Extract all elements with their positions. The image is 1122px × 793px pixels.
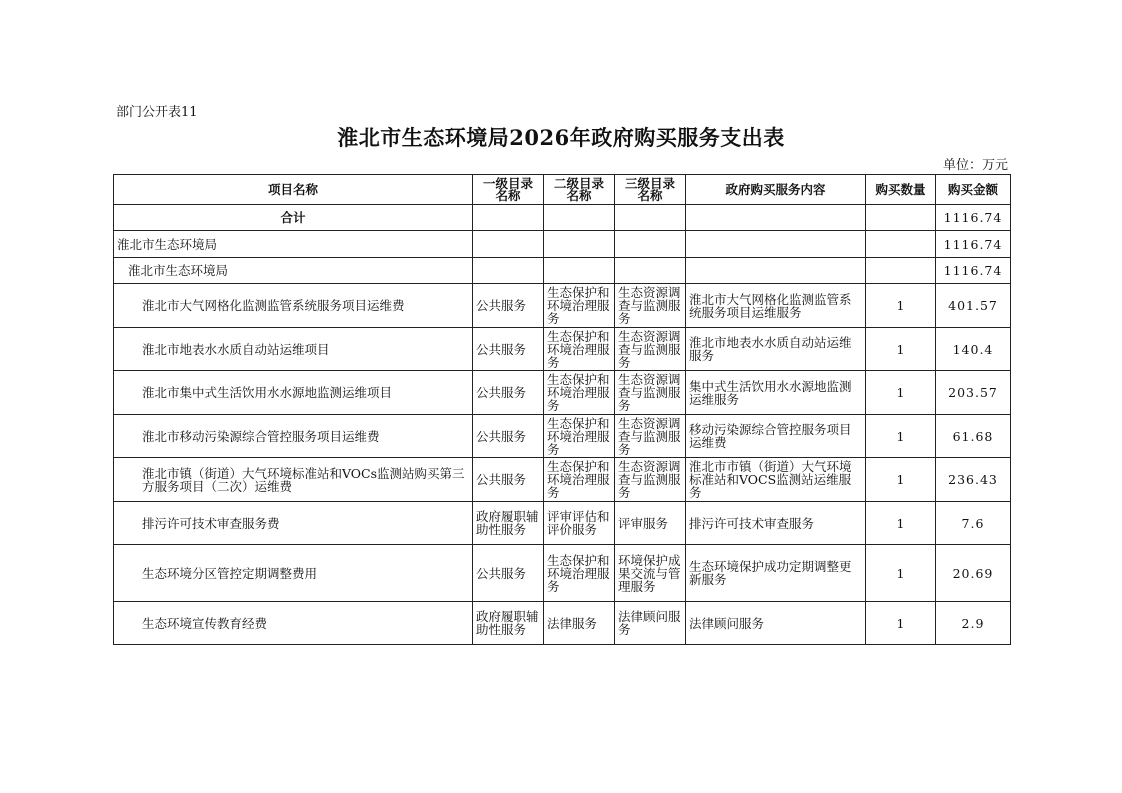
- quantity-cell: 1: [866, 502, 936, 545]
- level2-cell: 生态保护和环境治理服务: [544, 545, 615, 602]
- level1-cell: 公共服务: [473, 328, 544, 371]
- level2-cell: 评审评估和评价服务: [544, 502, 615, 545]
- content-cell: 法律顾问服务: [686, 602, 866, 645]
- table-row: [114, 545, 1011, 602]
- amount-cell: 2.9: [936, 602, 1011, 645]
- table-row: [114, 415, 1011, 458]
- dept-amount: 1116.74: [936, 231, 1011, 258]
- unit-row: [114, 258, 1011, 284]
- header-amount: 购买金额: [936, 175, 1011, 205]
- amount-cell: 140.4: [936, 328, 1011, 371]
- project-name: 生态环境宣传教育经费: [114, 602, 473, 645]
- level2-cell: 生态保护和环境治理服务: [544, 284, 615, 328]
- project-name: 淮北市地表水水质自动站运维项目: [114, 328, 473, 371]
- amount-cell: 236.43: [936, 458, 1011, 502]
- level3-cell: 生态资源调查与监测服务: [615, 415, 686, 458]
- content-cell: 淮北市市镇（街道）大气环境标准站和VOCS监测站运维服务: [686, 458, 866, 502]
- unit-name: 淮北市生态环境局: [114, 258, 473, 284]
- level1-cell: 公共服务: [473, 371, 544, 415]
- level1-cell: 政府履职辅助性服务: [473, 602, 544, 645]
- amount-cell: 401.57: [936, 284, 1011, 328]
- content-cell: 排污许可技术审查服务: [686, 502, 866, 545]
- header-level3: 三级目录名称: [615, 175, 686, 205]
- project-name: 淮北市集中式生活饮用水水源地监测运维项目: [114, 371, 473, 415]
- table-row: [114, 458, 1011, 502]
- total-row: [114, 205, 1011, 231]
- quantity-cell: 1: [866, 602, 936, 645]
- project-name: 淮北市镇（街道）大气环境标准站和VOCs监测站购买第三方服务项目（二次）运维费: [114, 458, 473, 502]
- level1-cell: 公共服务: [473, 415, 544, 458]
- dept-name: 淮北市生态环境局: [114, 231, 473, 258]
- header-level2: 二级目录名称: [544, 175, 615, 205]
- header-row: [114, 175, 1011, 205]
- level2-cell: 生态保护和环境治理服务: [544, 371, 615, 415]
- quantity-cell: 1: [866, 371, 936, 415]
- table-row: [114, 328, 1011, 371]
- level1-cell: 公共服务: [473, 545, 544, 602]
- table-row: [114, 284, 1011, 328]
- level2-cell: 法律服务: [544, 602, 615, 645]
- level2-cell: 生态保护和环境治理服务: [544, 458, 615, 502]
- level3-cell: 环境保护成果交流与管理服务: [615, 545, 686, 602]
- content-cell: 淮北市大气网格化监测监管系统服务项目运维服务: [686, 284, 866, 328]
- dept-row: [114, 231, 1011, 258]
- table-row: [114, 602, 1011, 645]
- content-cell: 生态环境保护成功定期调整更新服务: [686, 545, 866, 602]
- level3-cell: 评审服务: [615, 502, 686, 545]
- level1-cell: 公共服务: [473, 458, 544, 502]
- level1-cell: 公共服务: [473, 284, 544, 328]
- amount-cell: 203.57: [936, 371, 1011, 415]
- quantity-cell: 1: [866, 284, 936, 328]
- content-cell: 集中式生活饮用水水源地监测运维服务: [686, 371, 866, 415]
- header-content: 政府购买服务内容: [686, 175, 866, 205]
- project-name: 淮北市大气网格化监测监管系统服务项目运维费: [114, 284, 473, 328]
- quantity-cell: 1: [866, 328, 936, 371]
- total-amount: 1116.74: [936, 205, 1011, 231]
- table-row: [114, 371, 1011, 415]
- amount-cell: 7.6: [936, 502, 1011, 545]
- quantity-cell: 1: [866, 545, 936, 602]
- project-name: 排污许可技术审查服务费: [114, 502, 473, 545]
- table-row: [114, 502, 1011, 545]
- level2-cell: 生态保护和环境治理服务: [544, 328, 615, 371]
- level2-cell: 生态保护和环境治理服务: [544, 415, 615, 458]
- content-cell: 淮北市地表水水质自动站运维服务: [686, 328, 866, 371]
- project-name: 淮北市移动污染源综合管控服务项目运维费: [114, 415, 473, 458]
- level3-cell: 生态资源调查与监测服务: [615, 284, 686, 328]
- unit-amount: 1116.74: [936, 258, 1011, 284]
- header-quantity: 购买数量: [866, 175, 936, 205]
- project-name: 生态环境分区管控定期调整费用: [114, 545, 473, 602]
- header-project-name: 项目名称: [114, 175, 473, 205]
- level3-cell: 生态资源调查与监测服务: [615, 328, 686, 371]
- level3-cell: 法律顾问服务: [615, 602, 686, 645]
- level3-cell: 生态资源调查与监测服务: [615, 371, 686, 415]
- level3-cell: 生态资源调查与监测服务: [615, 458, 686, 502]
- total-label: 合计: [114, 205, 473, 231]
- quantity-cell: 1: [866, 458, 936, 502]
- unit-label: 单位：万元: [942, 158, 1008, 173]
- header-level1: 一级目录名称: [473, 175, 544, 205]
- amount-cell: 61.68: [936, 415, 1011, 458]
- level1-cell: 政府履职辅助性服务: [473, 502, 544, 545]
- amount-cell: 20.69: [936, 545, 1011, 602]
- page-title: 淮北市生态环境局2026年政府购买服务支出表: [337, 125, 785, 150]
- expenditure-table: [113, 174, 1011, 645]
- content-cell: 移动污染源综合管控服务项目运维费: [686, 415, 866, 458]
- quantity-cell: 1: [866, 415, 936, 458]
- table-number: 部门公开表11: [116, 105, 198, 120]
